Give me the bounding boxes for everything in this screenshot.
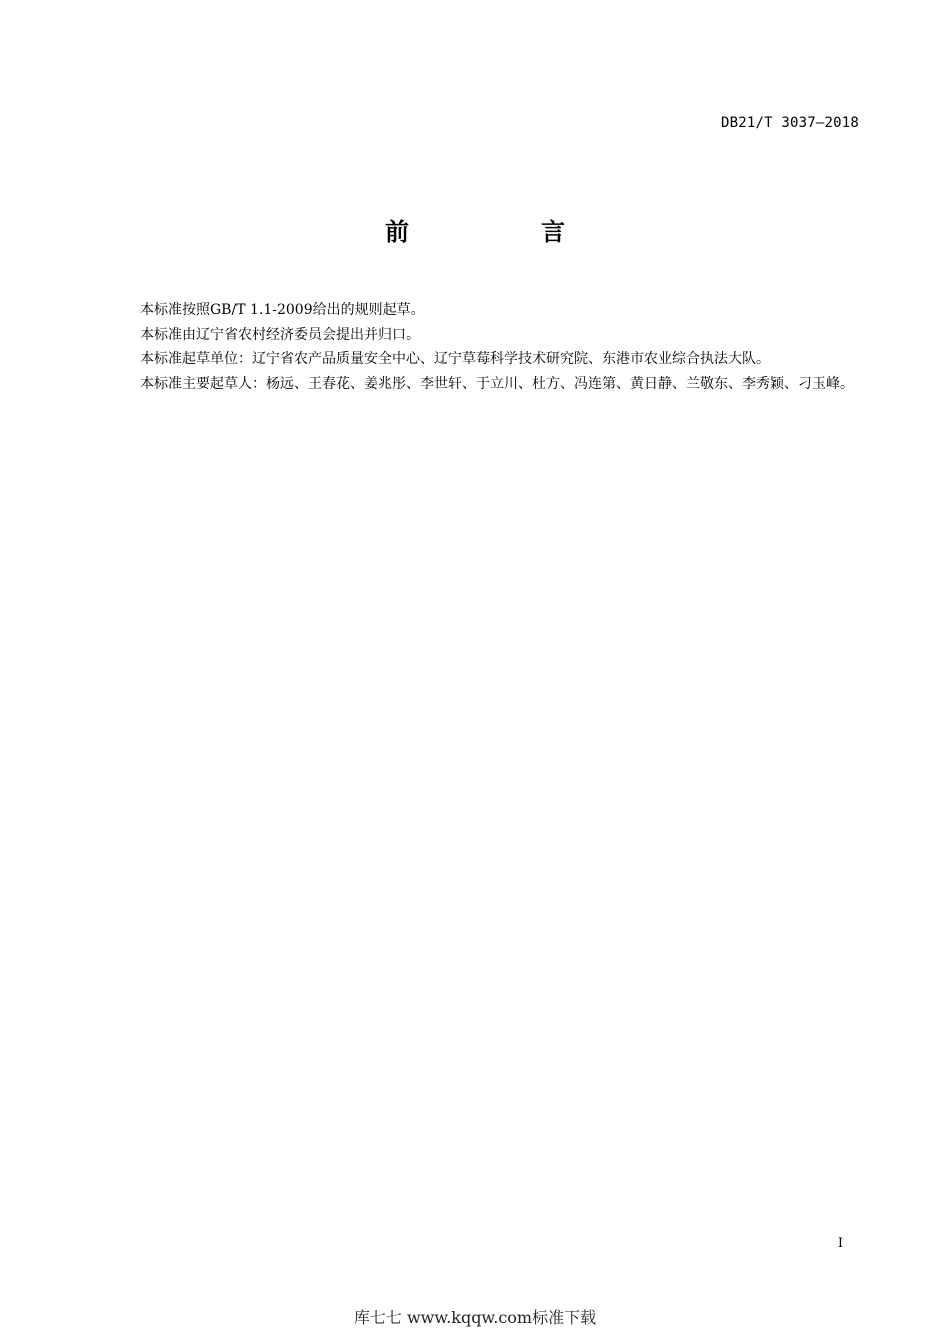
paragraph-drafting-rules: 本标准按照GB/T 1.1-2009给出的规则起草。 [140,302,425,318]
paragraph-drafting-units: 本标准起草单位：辽宁省农产品质量安全中心、辽宁草莓科学技术研究院、东港市农业综合执法大队。 [140,351,770,367]
footer-watermark: 库七七 www.kqqw.com标准下载 [353,1308,597,1327]
page-number: I [837,1236,843,1251]
page-title: 前 言 [385,218,619,246]
paragraph-drafters: 本标准主要起草人：杨远、王春花、姜兆彤、李世轩、于立川、杜方、冯连第、黄日静、兰敬东、李秀颖、刁玉峰。 [140,375,854,392]
document-code: DB21/T 3037—2018 [720,115,859,131]
paragraph-proposer: 本标准由辽宁省农村经济委员会提出并归口。 [140,326,420,343]
foreword-body [112,298,860,396]
